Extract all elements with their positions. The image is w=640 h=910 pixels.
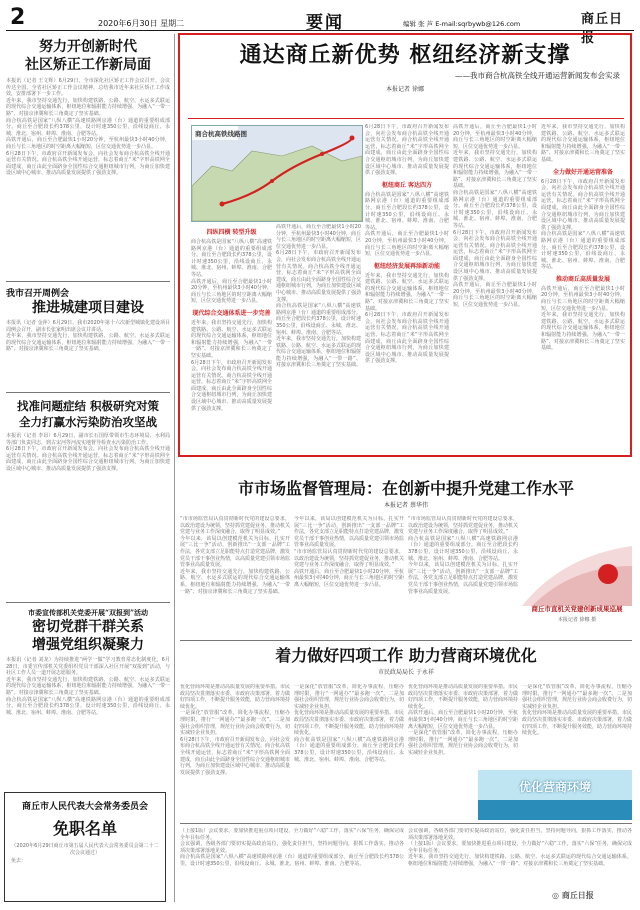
divider [180,823,632,824]
feature-title: 通达商丘新优势 枢纽经济新支撑 [239,42,571,68]
feature-header [182,40,628,110]
article-body-cont2: 商合杭高铁是国家“八纵八横”高速铁路网京港（台）通道的重要组成部分。商丘至合肥段长约378公里，设计时速350公里，沿线设商丘、永城、淮北、宿州、蚌埠、淮南、合肥等站。 [6,696,170,716]
route-map [191,125,363,222]
wechat-icon: ◎ [552,891,562,900]
notice-title: 免职名单 [52,819,117,838]
article-body-cont2: 商合杭高铁是国家“八纵八横”高速铁路网京港（台）通道的重要组成部分。商丘至合肥段长约378公里，设计时速350公里，沿线设商丘、永城、淮北、宿州、蚌埠、淮南、合肥等站。 [6,117,170,137]
article-body-cont: 近年来，我市坚持交通先行，加快构建铁路、公路、航空、水运多式联运的现代综合交通运输体系，枢纽地位和辐射能力持续增强，为融入“一带一路”、对接京津冀和长三角奠定了坚实基础。 [6,333,170,353]
issue-date: 2020年6月30日 星期二 [98,19,185,28]
business-col-2 [294,684,404,819]
section-title: 要闻 [306,13,344,33]
article-title: 市市场监督管理局：在创新中提升党建工作水平 [237,479,574,498]
article-body: （上接1版）会议要求，要加快推进重点项目建设，全力做好“六稳”工作，落实“六保”任务，确保完成全年目标任务。 [180,828,404,841]
business-environment-graphic [478,770,632,820]
market-col-3 [408,516,518,634]
station-marker [220,202,225,207]
divider [6,602,170,603]
page-header [6,5,634,46]
divider [180,640,632,641]
feature-subhead: 四纵四横 转型升级 [206,229,257,236]
feature-body: 近年来，我市坚持交通先行，加快构建铁路、公路、航空、水运多式联运的现代综合交通运输体系，枢纽地位和辐射能力持续增强，为融入“一带一路”、对接京津冀和长三角奠定了坚实基础。 [276,336,361,369]
article-body: 商合杭高铁是国家“八纵八横”高速铁路网京港（台）通道的重要组成部分。商丘至合肥段长约378公里，设计时速350公里，沿线设商丘、永城、淮北、宿州、蚌埠、淮南、合肥等站。 [294,736,404,763]
feature-col-3 [365,124,449,449]
feature-body: 商合杭高铁是国家“八纵八横”高速铁路网京港（台）通道的重要组成部分。商丘至合肥段长约378公里，设计时速350公里，沿线设商丘、永城、淮北、宿州、蚌埠、淮南、合肥等站。 [365,191,449,231]
feature-body: 6月28日下午，市政府召开新闻发布会，向社会发布商合杭高铁全线开通运营有关情况。商合杭高铁全线开通运营，标志着商丘“米”字形高铁网全面建成，商丘由此全面跻身全国性综合交通枢纽城市行列，为商丘加快建设区域中心城市、推动高质量发展提供了强劲支撑。 [453,229,537,282]
exhibition-graphic [522,516,632,636]
party-emblem-graphic [522,516,632,606]
business-graphic-label: 优化营商环境 [518,780,591,794]
article-title: 找准问题症结 积极研究对策 [16,399,159,413]
article-body: 高铁开通后，商丘至合肥最快1小时20分钟，至杭州最快3小时40分钟，商丘与长三角地区的时空距离大幅缩短，区位交通优势进一步凸显。 [408,710,518,730]
article-body: 一是深化“放管服”改革，简化办事流程，压缩办理时限，推行“一网通办”“最多跑一次”。二是加强社会组织管理，规范行业协会商会收费行为，切实减轻企业负担。 [408,730,518,756]
article-body: 近年来，我市坚持交通先行，加快构建铁路、公路、航空、水运多式联运的现代综合交通运输体系，枢纽地位和辐射能力持续增强，为融入“一带一路”、对接京津冀和长三角奠定了坚实基础。 [180,568,290,595]
article-body: 优化营商环境是推动高质量发展的重要举措。市民政局坚决贯彻落实市委、市政府决策部署，着力做好四项工作，不断提升服务效能，助力营商环境持续优化。 [408,684,518,710]
article-body: 本报讯（记者 李昂）6月29日，副市长石国厚带领市生态环境局、水利局等部门负责同志，到古宋河等河流实地督导检查水污染防治工作。 [6,433,170,446]
feature-subtitle: ——我市商合杭高铁全线开通运营新闻发布会实录 [455,71,620,80]
feature-body: 商合杭高铁是国家“八纵八横”高速铁路网京港（台）通道的重要组成部分。商丘至合肥段长约378公里，设计时速350公里，沿线设商丘、永城、淮北、宿州、蚌埠、淮南、合肥等站。 [453,189,537,229]
article-body: 一是深化“放管服”改革，简化办事流程，压缩办理时限，推行“一网通办”“最多跑一次”。二是加强社会组织管理，规范行业协会商会收费行为，切实减轻企业负担。 [180,710,290,737]
feature-body: 高铁开通后，商丘至合肥最快1小时20分钟，至杭州最快3小时40分钟，商丘与长三角地区的时空距离大幅缩短，区位交通优势进一步凸显。 [453,282,537,309]
editor-info: 编辑 张 芦 E-mail:sqrbywb@126.com [403,20,521,28]
article-kicker: 市委宣传部机关党委开展“双报到”活动 [27,608,149,617]
feature-divider [188,118,624,119]
continued-article-left [180,828,404,904]
market-col-2 [294,516,404,634]
feature-subhead: 全力做好开通运营准备 [552,168,613,176]
article-title: 密切党群干群关系 [32,619,144,635]
route-map-graphic [192,126,362,221]
article-weekly-meeting [6,286,170,368]
article-body-cont3: 高铁开通后，商丘至合肥最快1小时20分钟，至杭州最快3小时40分钟，商丘与长三角地区的时空距离大幅缩短，区位交通优势进一步凸显。 [6,137,170,150]
business-col-1 [180,684,290,819]
notice-issuer: 商丘市人民代表大会常务委员会 [21,802,148,812]
article-title-line2: 社区矫正工作新局面 [25,57,151,73]
page-number: 2 [10,5,26,30]
feature-body: 高铁开通后，商丘至合肥最快1小时20分钟，至杭州最快3小时40分钟，商丘与长三角地区的时空距离大幅缩短，区位交通优势进一步凸显。 [365,231,449,258]
map-title: 商合杭高铁线路图 [195,130,247,138]
feature-body: 商合杭高铁是国家“八纵八横”高速铁路网京港（台）通道的重要组成部分。商丘至合肥段长约378公里，设计时速350公里，沿线设商丘、永城、淮北、宿州、蚌埠、淮南、合肥等站。 [276,303,361,336]
article-byline: 本报记者 蔡华伟 [384,502,428,509]
article-body-cont: 近年来，我市坚持交通先行，加快构建铁路、公路、航空、水运多式联运的现代综合交通运输体系，枢纽地位和辐射能力持续增强，为融入“一带一路”、对接京津冀和长三角奠定了坚实基础。 [6,676,170,696]
article-title-line2: 全力打赢水污染防治攻坚战 [19,415,157,429]
feature-body: 近年来，我市坚持交通先行，加快构建铁路、公路、航空、水运多式联运的现代综合交通运输体系，枢纽地位和辐射能力持续增强，为融入“一带一路”、对接京津冀和长三角奠定了坚实基础。 [365,272,449,312]
feature-body: 6月28日下午，市政府召开新闻发布会，向社会发布商合杭高铁全线开通运营有关情况。商合杭高铁全线开通运营，标志着商丘“米”字形高铁网全面建成，商丘由此全面跻身全国性综合交通枢纽城市行列，为商丘加快建设区域中心城市、推动高质量发展提供了强劲支撑。 [541,178,625,231]
article-body: “市市场监管局认真贯彻新时代党的建设总要求，以政治建设为统领，坚持抓党建促业务，推动机关党建与业务工作深度融合，取得了明显成效。” [180,516,290,536]
feature-body: 近年来，我市坚持交通先行，加快构建铁路、公路、航空、水运多式联运的现代综合交通运输体系，枢纽地位和辐射能力持续增强，为融入“一带一路”、对接京津冀和长三角奠定了坚实基础。 [191,319,272,359]
feature-body: 高铁开通后，商丘至合肥最快1小时20分钟，至杭州最快3小时40分钟，商丘与长三角地区的时空距离大幅缩短，区位交通优势进一步凸显。 [276,224,361,250]
continued-article-right [408,828,632,904]
article-body: 一是深化“放管服”改革，简化办事流程，压缩办理时限，推行“一网通办”“最多跑一次”。二是加强社会组织管理，规范行业协会商会收费行为，切实减轻企业负担。 [522,684,632,710]
feature-body: 商合杭高铁是国家“八纵八横”高速铁路网京港（台）通道的重要组成部分。商丘至合肥段长约378公里，设计时速350公里，沿线设商丘、永城、淮北、宿州、蚌埠、淮南、合肥等站。 [191,239,272,278]
article-title-line2: 增强党组织凝聚力 [32,637,144,653]
feature-col-4 [453,124,537,449]
feature-body: 6月28日下午，市政府召开新闻发布会，向社会发布商合杭高铁全线开通运营有关情况。商合杭高铁全线开通运营，标志着商丘“米”字形高铁网全面建成，商丘由此全面跻身全国性综合交通枢纽城市行列，为商丘加快建设区域中心城市、推动高质量发展提供了强劲支撑。 [365,312,449,365]
feature-body: 高铁开通后，商丘至合肥最快1小时20分钟，至杭州最快3小时40分钟，商丘与长三角地区的时空距离大幅缩短，区位交通优势进一步凸显。 [191,278,272,305]
market-col-1 [180,516,290,634]
article-body-cont: 近年来，我市坚持交通先行，加快构建铁路、公路、航空、水运多式联运的现代综合交通运输体系，枢纽地位和辐射能力持续增强，为融入“一带一路”、对接京津冀和长三角奠定了坚实基础。 [6,97,170,117]
feature-subhead: 枢纽商丘 客达四方 [381,181,433,189]
article-body: 本报讯（记者 刘龙）为持续推进“两学一做”学习教育常态化制度化，6月28日，市委宣传部机关党委组织党员干部深入社区开展“双报到”活动，与社区工作人员一道开展志愿服务。 [6,657,170,677]
feature-col-5 [541,124,625,449]
article-body: 一是深化“放管服”改革，简化办事流程，压缩办理时限，推行“一网通办”“最多跑一次”。二是加强社会组织管理，规范行业协会商会收费行为，切实减轻企业负担。 [294,684,404,710]
exhibition-label: 商丘市直机关党建创新成果巡展 [531,605,623,613]
feature-body: 6月28日下午，市政府召开新闻发布会，向社会发布商合杭高铁全线开通运营有关情况。商合杭高铁全线开通运营，标志着商丘“米”字形高铁网全面建成，商丘由此全面跻身全国性综合交通枢纽城市行列，为商丘加快建设区域中心城市、推动高质量发展提供了强劲支撑。 [276,250,361,303]
feature-col-2 [276,224,361,449]
article-body: 今年以来，该局以创建模范机关为目标，扎实开展“三比一争”活动，创新推出“一支部一品牌”工作法，各党支部立足职能特点打造党建品牌，激发党员干部干事创业热情，以高质量党建引领市场监管事业高质量发展。 [408,562,518,595]
article-title: 着力做好四项工作 助力营商环境优化 [275,646,537,665]
wechat-watermark [552,890,594,901]
feature-subhead: 推动商丘高质量发展 [555,275,610,283]
article-body: 近年来，我市坚持交通先行，加快构建铁路、公路、航空、水运多式联运的现代综合交通运输体系，枢纽地位和辐射能力持续增强，为融入“一带一路”、对接京津冀和长三角奠定了坚实基础。 [408,854,632,867]
article-body: 本报讯（记者 金萍）6月29日，我市2020年第十六次新型城镇化建设项目周例会召开，副市长张家明出席会议并讲话。 [6,320,170,333]
article-body: （上接1版）会议要求，要加快推进重点项目建设，全力做好“六稳”工作，落实“六保”任务，确保完成全年目标任务。 [408,841,632,854]
article-body: 高铁开通后，商丘至合肥最快1小时20分钟，至杭州最快3小时40分钟，商丘与长三角地区的时空距离大幅缩短，区位交通优势进一步凸显。 [294,568,404,588]
feature-body: 6月28日下午，市政府召开新闻发布会，向社会发布商合杭高铁全线开通运营有关情况。商合杭高铁全线开通运营，标志着商丘“米”字形高铁网全面建成，商丘由此全面跻身全国性综合交通枢纽城市行列，为商丘加快建设区域中心城市、推动高质量发展提供了强劲支撑。 [191,359,272,412]
article-water-pollution [6,398,170,510]
feature-body: 近年来，我市坚持交通先行，加快构建铁路、公路、航空、水运多式联运的现代综合交通运输体系，枢纽地位和辐射能力持续增强，为融入“一带一路”、对接京津冀和长三角奠定了坚实基础。 [541,124,625,163]
article-body: 会议强调，各级各部门要切实提高政治站位，强化责任担当，坚持问题导向，狠抓工作落实，推动各项决策部署落地见效。 [180,841,404,854]
article-body: 商合杭高铁是国家“八纵八横”高速铁路网京港（台）通道的重要组成部分。商丘至合肥段长约378公里，设计时速350公里，沿线设商丘、永城、淮北、宿州、蚌埠、淮南、合肥等站。 [180,854,404,867]
feature-body: 商合杭高铁是国家“八纵八横”高速铁路网京港（台）通道的重要组成部分。商丘至合肥段长约378公里，设计时速350公里，沿线设商丘、永城、淮北、宿州、蚌埠、淮南、合肥等站。 [541,231,625,271]
watermark-text: 商丘日报 [561,891,594,900]
article-byline: 市民政局局长 于永祥 [378,669,434,676]
article-body: 今年以来，该局以创建模范机关为目标，扎实开展“三比一争”活动，创新推出“一支部一品牌”工作法，各党支部立足职能特点打造党建品牌，激发党员干部干事创业热情，以高质量党建引领市场监管事业高质量发展。 [180,535,290,569]
divider [6,281,170,282]
feature-body: 6月28日下午，市政府召开新闻发布会，向社会发布商合杭高铁全线开通运营有关情况。商合杭高铁全线开通运营，标志着商丘“米”字形高铁网全面建成，商丘由此全面跻身全国性综合交通枢纽城市行列，为商丘加快建设区域中心城市、推动高质量发展提供了强劲支撑。 [365,124,449,177]
article-title: 努力开创新时代 [39,39,137,55]
party-emblem-icon [598,564,618,584]
article-body: 优化营商环境是推动高质量发展的重要举措。市民政局坚决贯彻落实市委、市政府决策部署，着力做好四项工作，不断提升服务效能，助力营商环境持续优化。 [180,684,290,710]
feature-col-1 [191,224,272,449]
feature-subhead: 现代综合交通体系进一步完善 [192,309,271,317]
article-body: 优化营商环境是推动高质量发展的重要举措。市民政局坚决贯彻落实市委、市政府决策部署，着力做好四项工作，不断提升服务效能，助力营商环境持续优化。 [522,710,632,737]
notice-body: 免去： [11,858,27,865]
divider [6,392,170,393]
feature-body: 高铁开通后，商丘至合肥最快1小时20分钟，至杭州最快3小时40分钟，商丘与长三角地区的时空距离大幅缩短，区位交通优势进一步凸显。 [541,285,625,312]
article-kicker: 我市召开周例会 [6,289,70,299]
column-divider [174,34,175,902]
article-body: 商合杭高铁是国家“八纵八横”高速铁路网京港（台）通道的重要组成部分。商丘至合肥段长约378公里，设计时速350公里，沿线设商丘、永城、淮北、宿州、蚌埠、淮南、合肥等站。 [408,535,518,562]
article-body: “市市场监管局认真贯彻新时代党的建设总要求，以政治建设为统领，坚持抓党建促业务，推动机关党建与业务工作深度融合，取得了明显成效。” [294,548,404,569]
newspaper-logo: 商丘日报 [581,12,624,46]
article-body: 优化营商环境是推动高质量发展的重要举措。市民政局坚决贯彻落实市委、市政府决策部署，着力做好四项工作，不断提升服务效能，助力营商环境持续优化。 [294,710,404,737]
station-marker [270,179,274,183]
article-body: 本报讯（记者 王文辉）6月29日，全市深化社区矫正工作会议召开。会议传达全国、全省社区矫正工作会议精神，总结我市近年来社区矫正工作成效，安排部署下一步工作。 [6,78,170,98]
notice-date: （2020年6月29日商丘市第五届人民代表大会常务委员会第二十二次会议通过） [11,843,159,856]
article-body-cont: 6月28日下午，市政府召开新闻发布会，向社会发布商合杭高铁全线开通运营有关情况。商合杭高铁全线开通运营，标志着商丘“米”字形高铁网全面建成，商丘由此全面跻身全国性综合交通枢纽城市行列，为商丘加快建设区域中心城市、推动高质量发展提供了强劲支撑。 [6,446,170,472]
feature-byline: 本报记者 徐娜 [386,86,424,93]
feature-body: 高铁开通后，商丘至合肥最快1小时20分钟，至杭州最快3小时40分钟，商丘与长三角地区的时空距离大幅缩短，区位交通优势进一步凸显。 [453,124,537,150]
article-body-cont4: 6月28日下午，市政府召开新闻发布会，向社会发布商合杭高铁全线开通运营有关情况。商合杭高铁全线开通运营，标志着商丘“米”字形高铁网全面建成，商丘由此全面跻身全国性综合交通枢纽城市行列，为商丘加快建设区域中心城市、推动高质量发展提供了强劲支撑。 [6,150,170,177]
business-col-4 [522,684,632,764]
feature-subhead: 枢纽经济发展再添新动能 [373,262,440,270]
business-article-header [180,645,632,679]
market-article-header [180,478,632,510]
article-title: 推进城建项目建设 [32,300,144,316]
article-body: “市市场监管局认真贯彻新时代党的建设总要求，以政治建设为统领，坚持抓党建促业务，推动机关党建与业务工作深度融合，取得了明显成效。” [408,516,518,536]
feature-body: 近年来，我市坚持交通先行，加快构建铁路、公路、航空、水运多式联运的现代综合交通运输体系，枢纽地位和辐射能力持续增强，为融入“一带一路”、对接京津冀和长三角奠定了坚实基础。 [453,150,537,190]
notice-box [4,792,166,902]
station-marker [320,152,324,156]
station-marker [350,136,355,141]
article-community-correction [6,38,170,278]
article-body: 会议强调，各级各部门要切实提高政治站位，强化责任担当，坚持问题导向，狠抓工作落实，推动各项决策部署落地见效。 [408,828,632,841]
article-party-branch [6,608,170,786]
article-body: 今年以来，该局以创建模范机关为目标，扎实开展“三比一争”活动，创新推出“一支部一品牌”工作法，各党支部立足职能特点打造党建品牌，激发党员干部干事创业热情，以高质量党建引领市场监管事业高质量发展。 [294,516,404,549]
photo-caption: 本报记者 徐娜 摄 [557,617,597,623]
article-body: 6月28日下午，市政府召开新闻发布会，向社会发布商合杭高铁全线开通运营有关情况。商合杭高铁全线开通运营，标志着商丘“米”字形高铁网全面建成，商丘由此全面跻身全国性综合交通枢纽城市行列，为商丘加快建设区域中心城市、推动高质量发展提供了强劲支撑。 [180,736,290,776]
feature-body: 近年来，我市坚持交通先行，加快构建铁路、公路、航空、水运多式联运的现代综合交通运输体系，枢纽地位和辐射能力持续增强，为融入“一带一路”、对接京津冀和长三角奠定了坚实基础。 [541,312,625,352]
